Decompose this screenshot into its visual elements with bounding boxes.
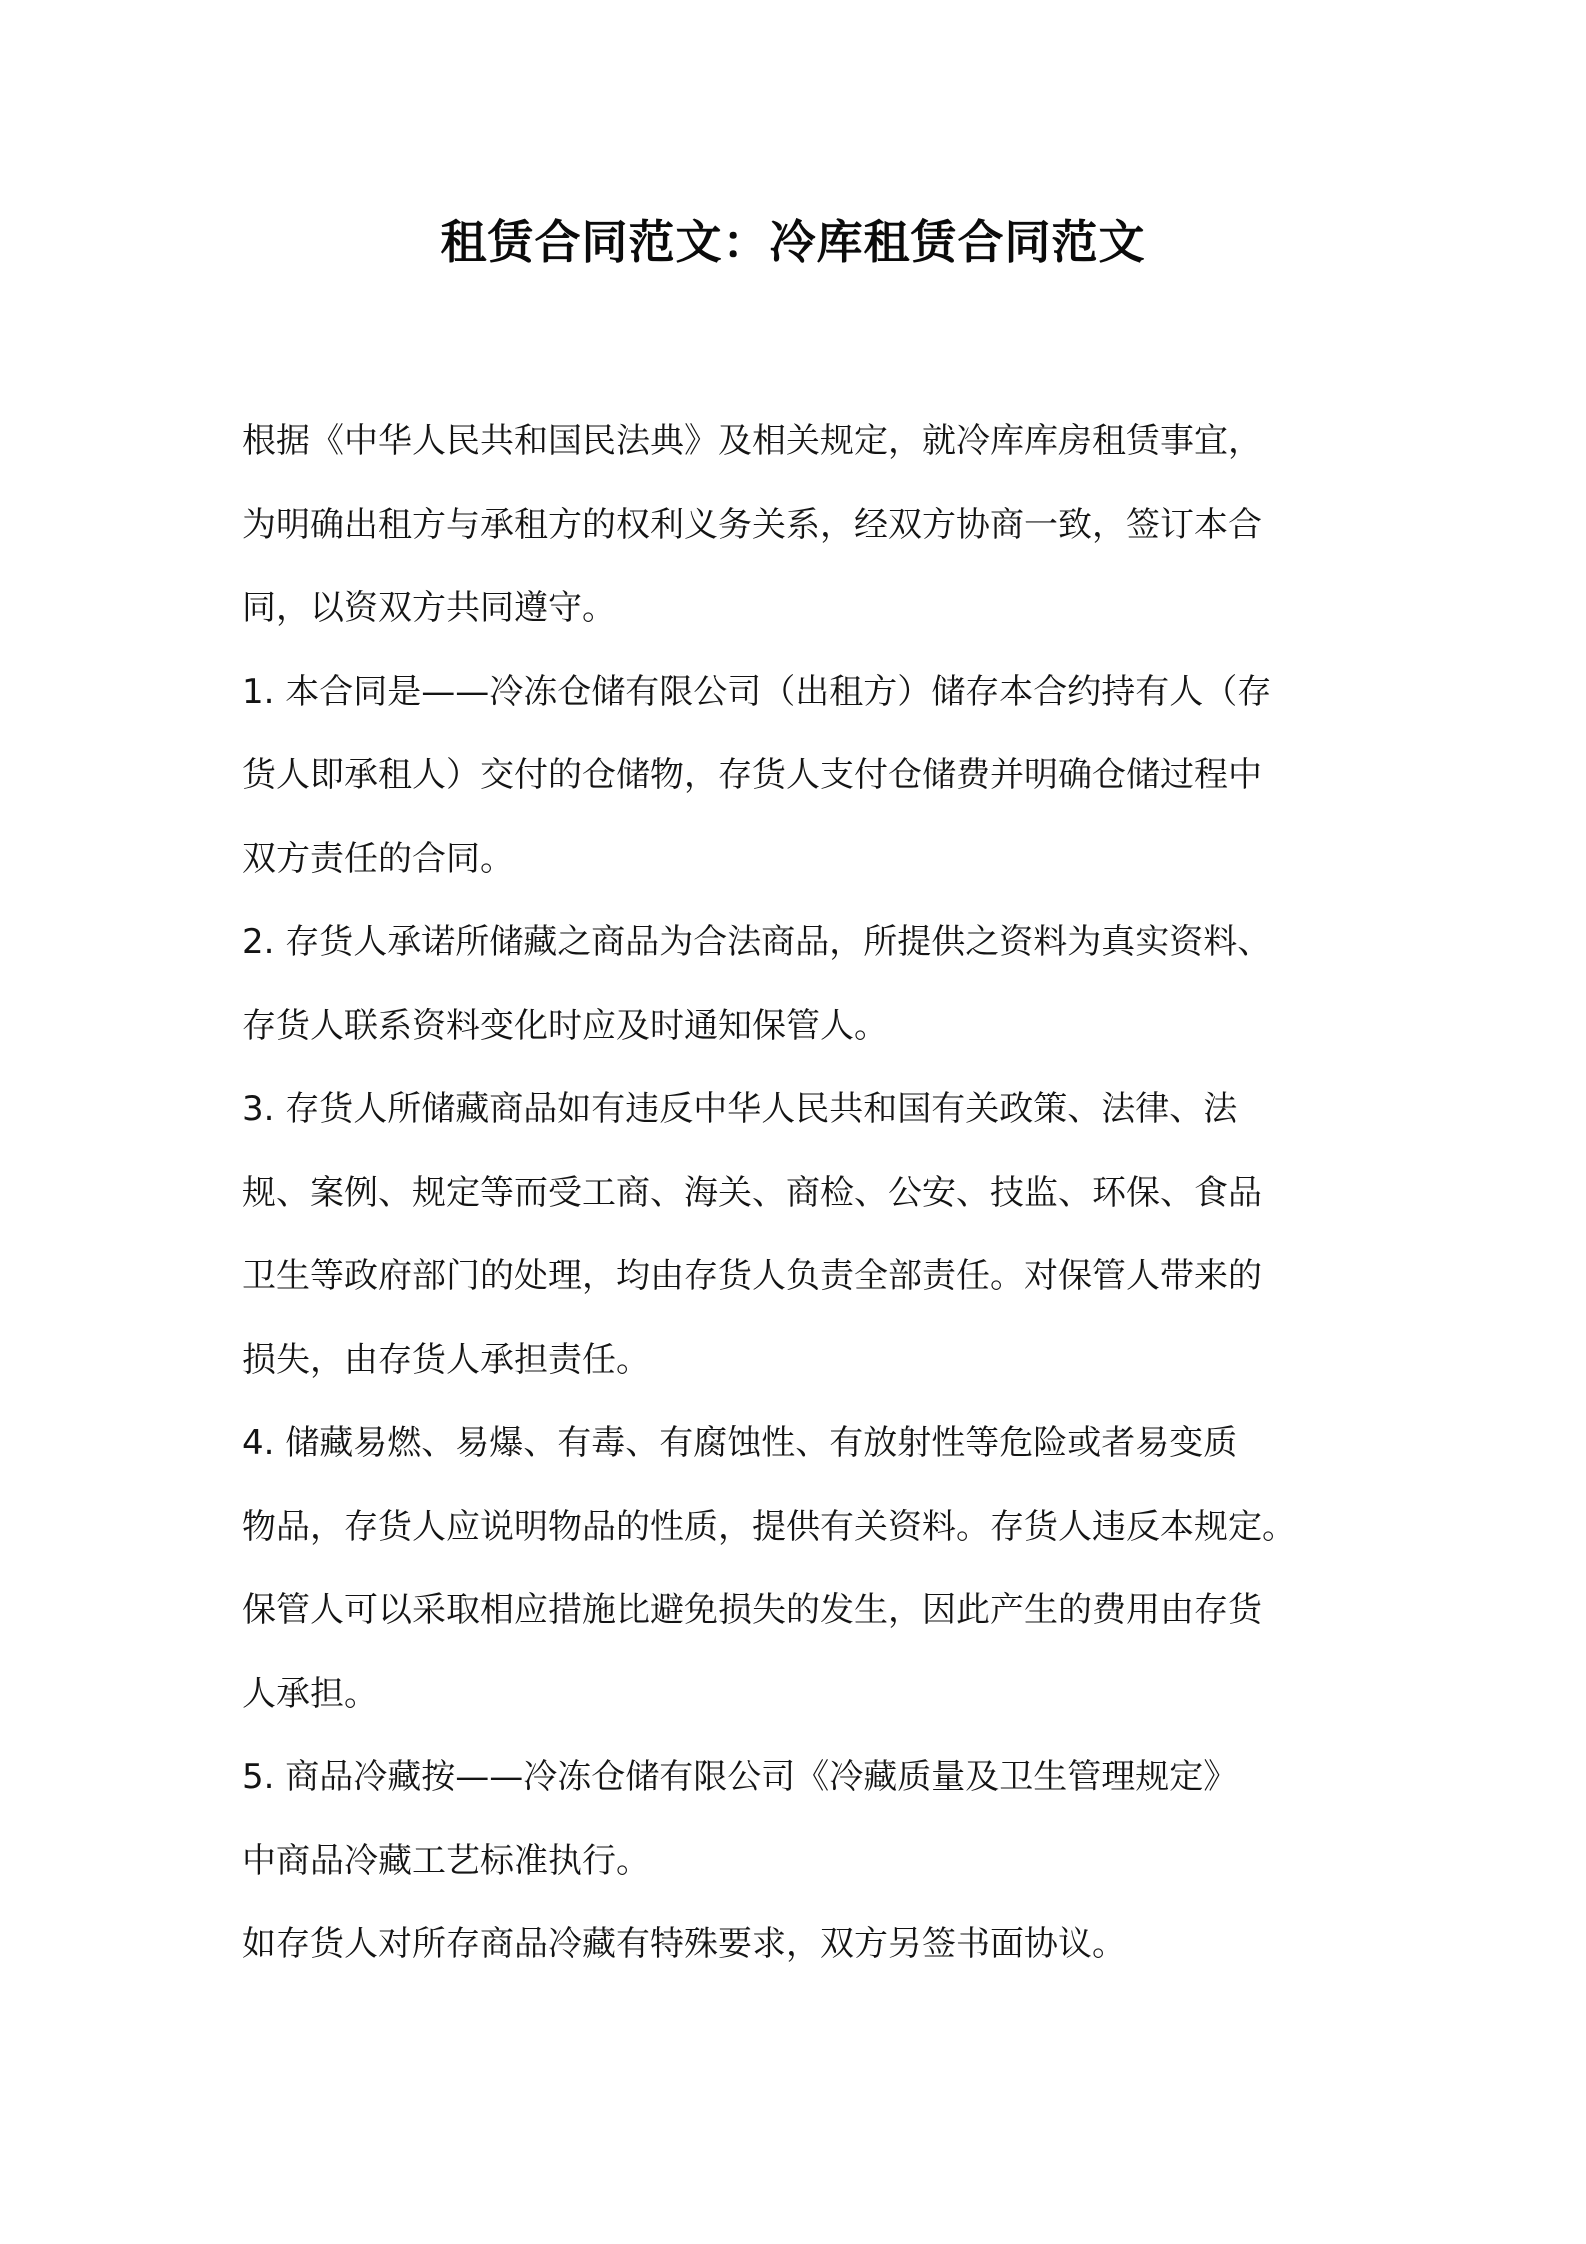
text-line: 同，以资双方共同遵守。: [242, 588, 616, 628]
paragraph-clause-2: [242, 901, 1362, 1068]
text-line: 中商品冷藏工艺标准执行。: [242, 1840, 650, 1881]
text-line: 2. 存货人承诺所储藏之商品为合法商品，所提供之资料为真实资料、: [242, 922, 1272, 962]
text-line: 3. 存货人所储藏商品如有违反中华人民共和国有关政策、法律、法: [242, 1089, 1238, 1129]
paragraph-special-requirements: [242, 1903, 1362, 1987]
text-line: 物品，存货人应说明物品的性质，提供有关资料。存货人违反本规定。: [242, 1506, 1296, 1547]
text-line: 1. 本合同是——冷冻仓储有限公司（出租方）储存本合约持有人（存: [242, 671, 1272, 712]
paragraph-clause-5: [242, 1736, 1362, 1903]
text-line: 如存货人对所存商品冷藏有特殊要求，双方另签书面协议。: [242, 1924, 1126, 1964]
text-line: 根据《中华人民共和国民法典》及相关规定，就冷库库房租赁事宜，: [242, 421, 1262, 461]
text-line: 卫生等政府部门的处理，均由存货人负责全部责任。对保管人带来的: [242, 1256, 1262, 1296]
text-line: 损失，由存货人承担责任。: [242, 1339, 650, 1380]
paragraph-preamble: [242, 400, 1362, 651]
document-title: 租赁合同范文：冷库租赁合同范文: [440, 215, 1146, 269]
paragraph-clause-4: [242, 1402, 1362, 1736]
text-line: 双方责任的合同。: [242, 838, 514, 879]
text-line: 人承担。: [242, 1673, 378, 1714]
paragraph-clause-3: [242, 1068, 1362, 1402]
text-line: 存货人联系资料变化时应及时通知保管人。: [242, 1005, 888, 1046]
text-line: 4. 储藏易燃、易爆、有毒、有腐蚀性、有放射性等危险或者易变质: [242, 1423, 1238, 1463]
document-body: [242, 400, 1362, 1987]
text-line: 保管人可以采取相应措施比避免损失的发生，因此产生的费用由存货: [242, 1590, 1262, 1630]
text-line: 规、案例、规定等而受工商、海关、商检、公安、技监、环保、食品: [242, 1172, 1262, 1213]
text-line: 货人即承租人）交付的仓储物，存货人支付仓储费并明确仓储过程中: [242, 755, 1262, 795]
paragraph-clause-1: [242, 651, 1362, 902]
text-line: 为明确出租方与承租方的权利义务关系，经双方协商一致，签订本合: [242, 504, 1262, 545]
text-line: 5. 商品冷藏按——冷冻仓储有限公司《冷藏质量及卫生管理规定》: [242, 1757, 1238, 1797]
